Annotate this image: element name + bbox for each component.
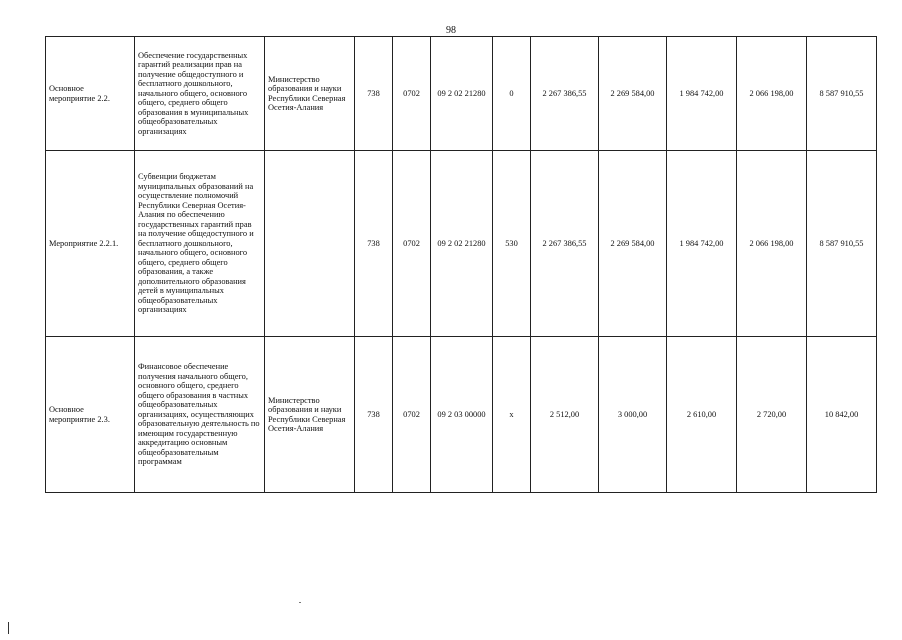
activity-name-cell: Мероприятие 2.2.1. [46, 151, 135, 337]
vr-cell: х [493, 337, 531, 493]
budget-table [45, 36, 877, 493]
grbs-cell: 738 [355, 337, 393, 493]
rzpr-cell: 0702 [393, 37, 431, 151]
total-amount-cell: 10 842,00 [807, 337, 877, 493]
vr-cell: 0 [493, 37, 531, 151]
rzpr-cell: 0702 [393, 337, 431, 493]
vr-cell: 530 [493, 151, 531, 337]
executor-cell [265, 151, 355, 337]
year-3-amount-cell: 1 984 742,00 [667, 37, 737, 151]
activity-description-cell: Субвенции бюджетам муниципальных образований на осуществление полномочий Республики Северная Осетия-Алания по обеспечению государственных гарантий прав на получение общедоступного и бесплатного дошкольного, начального общего, основного общего, среднего общего образования, а также дополнительного образования детей в муниципальных общеобразовательных организациях [135, 151, 265, 337]
year-3-amount-cell: 1 984 742,00 [667, 151, 737, 337]
year-1-amount-cell: 2 267 386,55 [531, 37, 599, 151]
table-row [46, 337, 877, 493]
total-amount-cell: 8 587 910,55 [807, 37, 877, 151]
csr-cell: 09 2 02 21280 [431, 151, 493, 337]
table-row [46, 37, 877, 151]
year-2-amount-cell: 2 269 584,00 [599, 37, 667, 151]
total-amount-cell: 8 587 910,55 [807, 151, 877, 337]
csr-cell: 09 2 02 21280 [431, 37, 493, 151]
year-4-amount-cell: 2 066 198,00 [737, 37, 807, 151]
year-2-amount-cell: 3 000,00 [599, 337, 667, 493]
csr-cell: 09 2 03 00000 [431, 337, 493, 493]
table-row [46, 151, 877, 337]
year-1-amount-cell: 2 512,00 [531, 337, 599, 493]
year-1-amount-cell: 2 267 386,55 [531, 151, 599, 337]
grbs-cell: 738 [355, 151, 393, 337]
activity-name-cell: Основное мероприятие 2.3. [46, 337, 135, 493]
activity-description-cell: Финансовое обеспечение получения начального общего, основного общего, среднего общего образования в частных общеобразовательных организациях, осуществляющих образовательную деятельность по имеющим государственную аккредитацию основным общеобразовательным программам [135, 337, 265, 493]
grbs-cell: 738 [355, 37, 393, 151]
scan-artifact [299, 602, 301, 603]
executor-cell: Министерство образования и науки Республики Северная Осетия-Алания [265, 337, 355, 493]
year-4-amount-cell: 2 066 198,00 [737, 151, 807, 337]
activity-description-cell: Обеспечение государственных гарантий реализации прав на получение общедоступного и бесплатного дошкольного, начального общего, основного общего, среднего общего образования в муниципальных общеобразовательных организациях [135, 37, 265, 151]
executor-cell: Министерство образования и науки Республики Северная Осетия-Алания [265, 37, 355, 151]
page-number: 98 [446, 25, 456, 36]
rzpr-cell: 0702 [393, 151, 431, 337]
margin-mark [8, 622, 9, 634]
year-4-amount-cell: 2 720,00 [737, 337, 807, 493]
year-3-amount-cell: 2 610,00 [667, 337, 737, 493]
activity-name-cell: Основное мероприятие 2.2. [46, 37, 135, 151]
year-2-amount-cell: 2 269 584,00 [599, 151, 667, 337]
